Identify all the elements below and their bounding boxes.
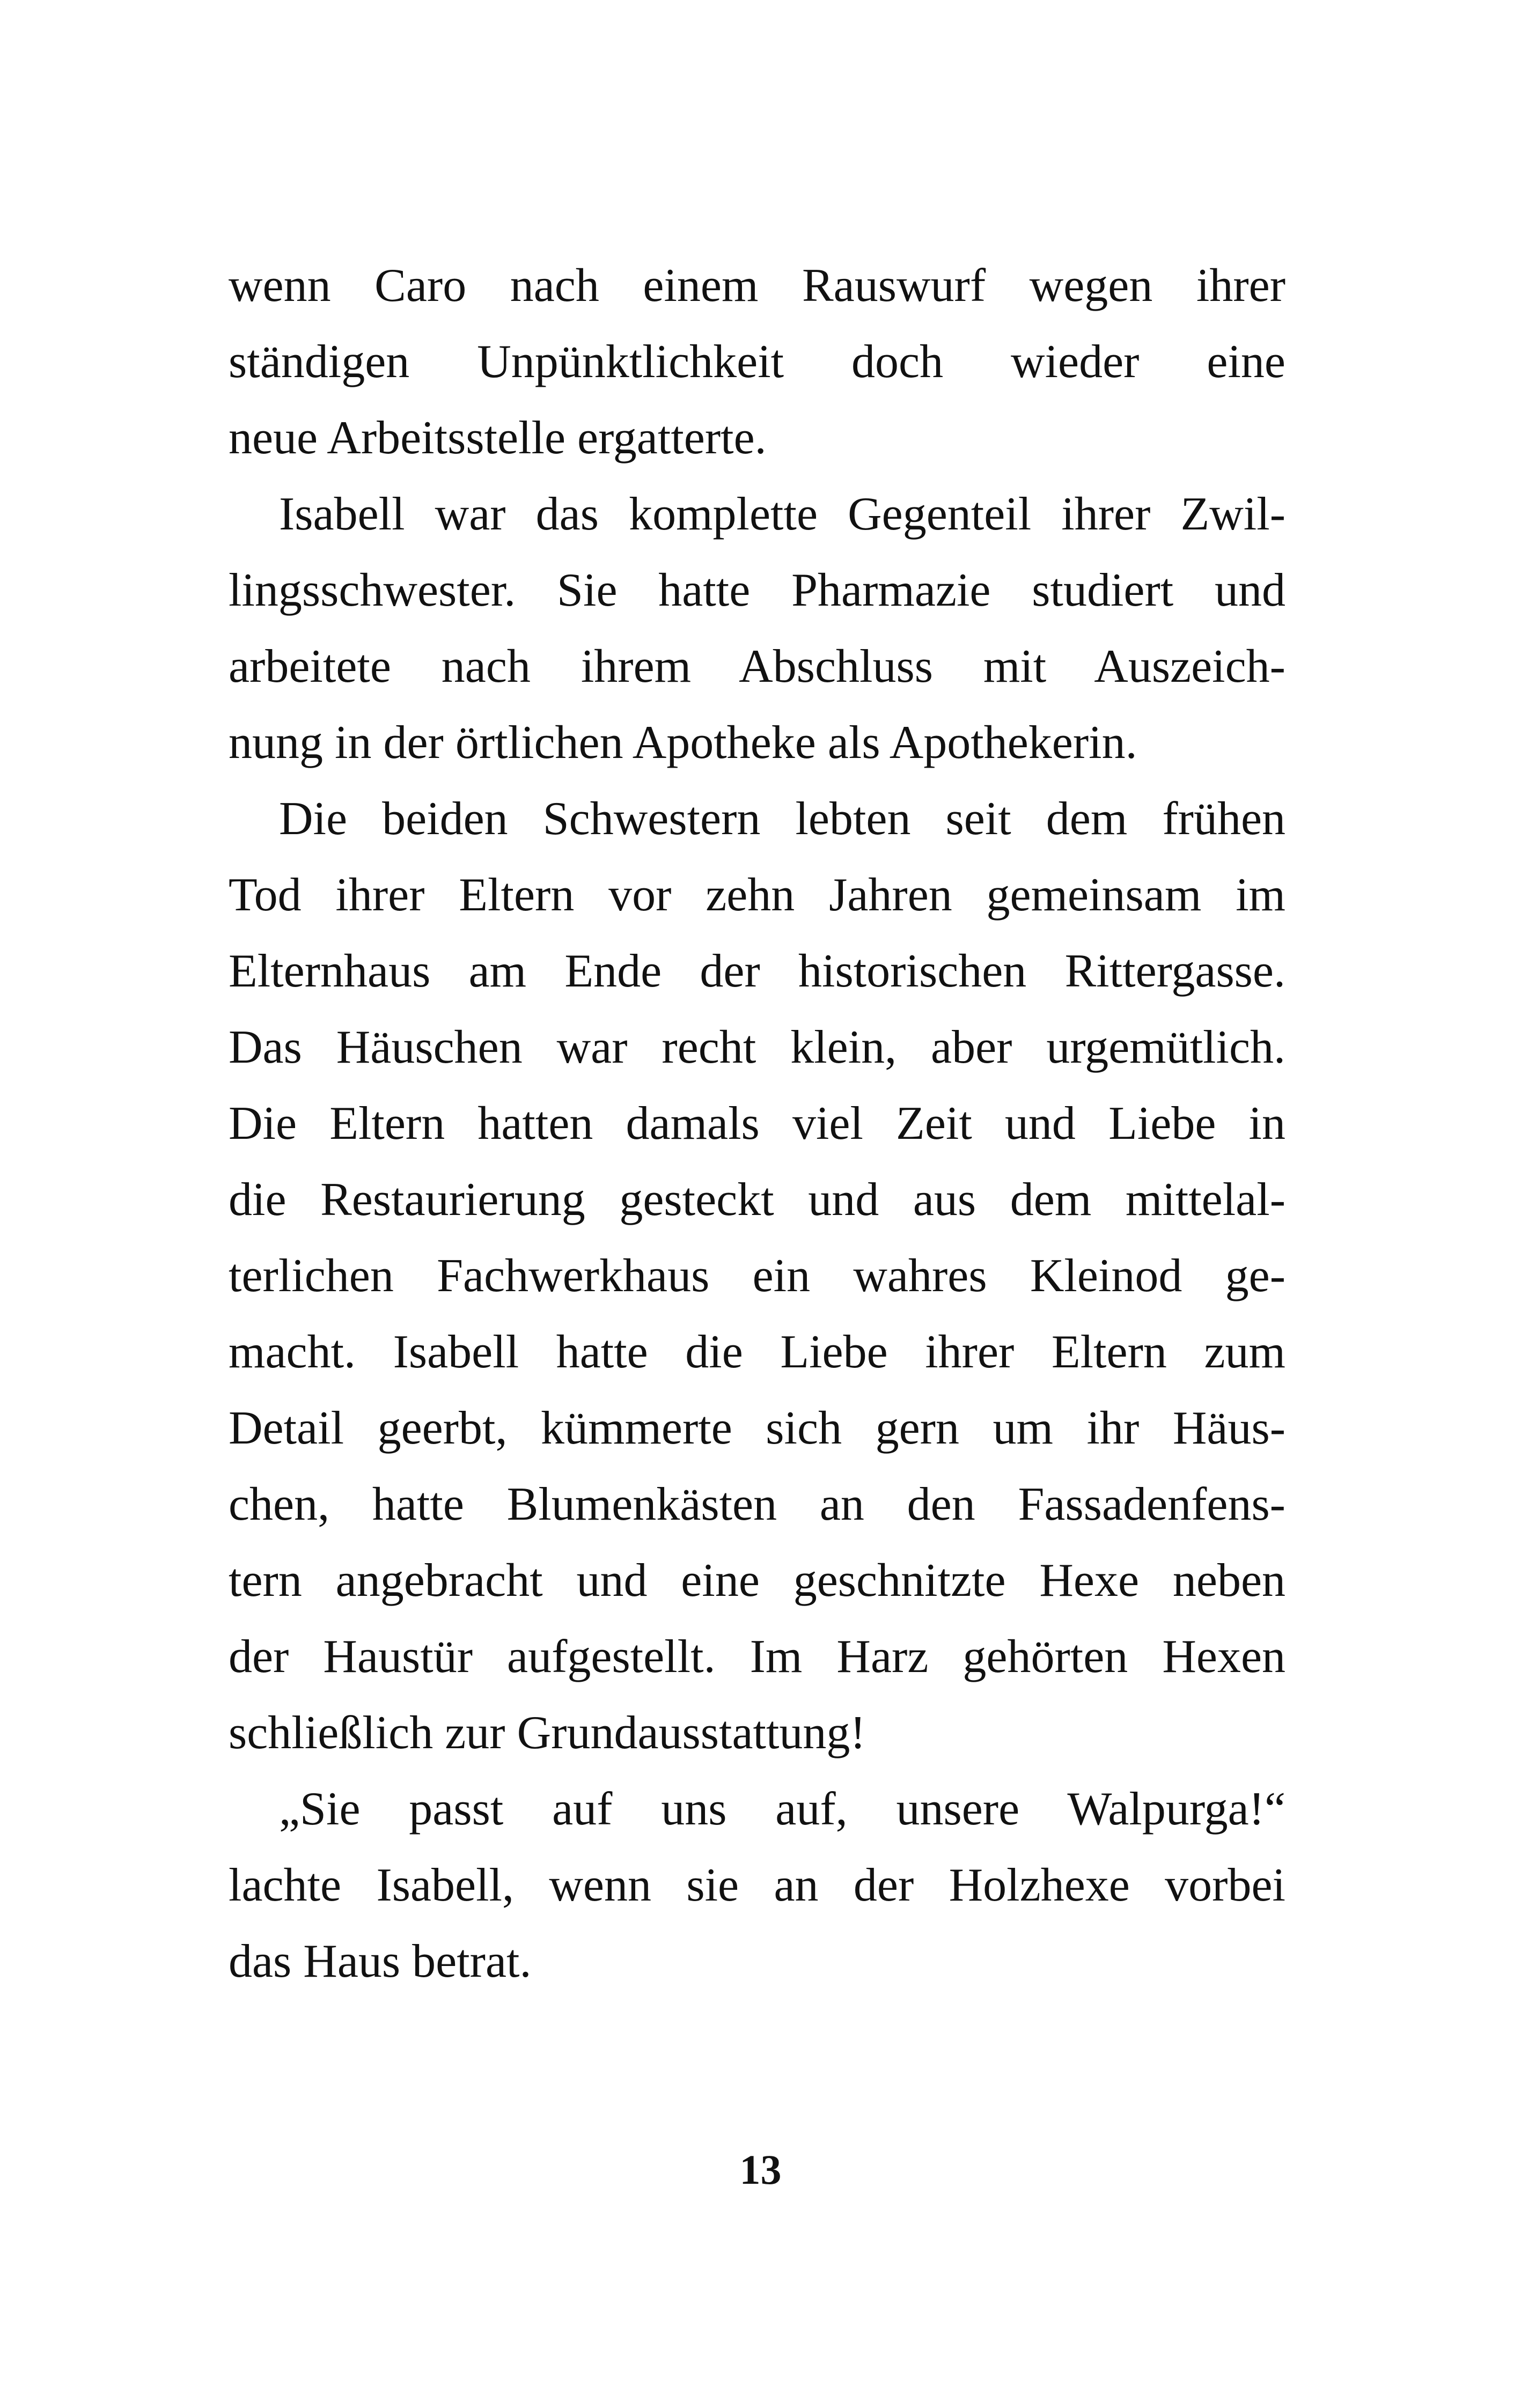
text-line: ständigen Unpünktlichkeit doch wieder eine bbox=[229, 336, 1285, 388]
paragraph-3 bbox=[229, 781, 1285, 1771]
text-line: Elternhaus am Ende der historischen Rittergasse. bbox=[229, 945, 1285, 997]
text-line: die Restaurierung gesteckt und aus dem mittelal- bbox=[229, 1174, 1285, 1226]
text-line: wenn Caro nach einem Rauswurf wegen ihrer bbox=[229, 260, 1285, 312]
text-line: schließlich zur Grundausstattung! bbox=[229, 1707, 866, 1759]
text-line: neue Arbeitsstelle ergatterte. bbox=[229, 412, 767, 464]
text-line: nung in der örtlichen Apotheke als Apothekerin. bbox=[229, 717, 1137, 769]
paragraph-1 bbox=[229, 248, 1285, 476]
text-line: macht. Isabell hatte die Liebe ihrer Eltern zum bbox=[229, 1326, 1285, 1378]
text-line: „Sie passt auf uns auf, unsere Walpurga!“ bbox=[279, 1783, 1285, 1835]
paragraph-4 bbox=[229, 1771, 1285, 2000]
text-line: terlichen Fachwerkhaus ein wahres Kleinod ge- bbox=[229, 1250, 1285, 1302]
paragraph-2 bbox=[229, 476, 1285, 781]
text-line: tern angebracht und eine geschnitzte Hexe neben bbox=[229, 1555, 1285, 1607]
text-line: lachte Isabell, wenn sie an der Holzhexe vorbei bbox=[229, 1859, 1285, 1911]
text-line: Tod ihrer Eltern vor zehn Jahren gemeinsam im bbox=[229, 869, 1285, 921]
text-line: Die Eltern hatten damals viel Zeit und Liebe in bbox=[229, 1098, 1285, 1150]
text-line: Die beiden Schwestern lebten seit dem frühen bbox=[279, 793, 1285, 845]
text-line: Isabell war das komplette Gegenteil ihrer Zwil- bbox=[279, 488, 1285, 540]
text-line: der Haustür aufgestellt. Im Harz gehörten Hexen bbox=[229, 1631, 1285, 1683]
text-line: lingsschwester. Sie hatte Pharmazie studiert und bbox=[229, 564, 1285, 616]
text-line: arbeitete nach ihrem Abschluss mit Auszeich- bbox=[229, 640, 1285, 693]
text-line: Das Häuschen war recht klein, aber urgemütlich. bbox=[229, 1021, 1285, 1073]
page-number: 13 bbox=[739, 2146, 782, 2193]
text-line: das Haus betrat. bbox=[229, 1935, 532, 1987]
text-line: Detail geerbt, kümmerte sich gern um ihr Häus- bbox=[229, 1402, 1285, 1454]
body-text bbox=[229, 248, 1285, 2000]
text-line: chen, hatte Blumenkästen an den Fassadenfens- bbox=[229, 1478, 1285, 1530]
